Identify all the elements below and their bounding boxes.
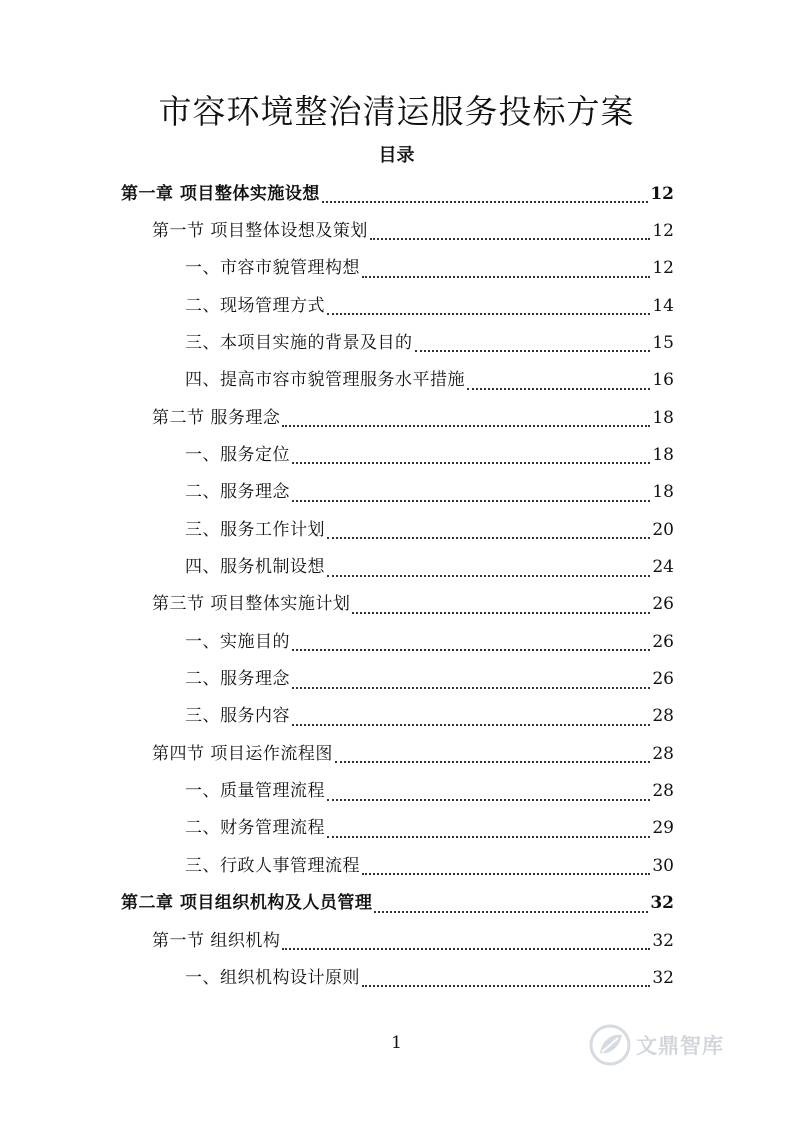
toc-entry[interactable]	[185, 474, 674, 511]
toc-entry-label: 三、本项目实施的背景及目的	[185, 332, 413, 353]
toc-entry[interactable]	[152, 212, 674, 249]
toc-entry-label: 第一节 项目整体设想及策划	[152, 220, 368, 241]
toc-entry-label: 第一节 组织机构	[152, 930, 281, 951]
toc-entry[interactable]	[185, 847, 674, 884]
toc-entry-label: 三、服务内容	[185, 706, 290, 727]
toc-entry-page: 18	[652, 482, 674, 503]
toc-entry-label: 第三节 项目整体实施计划	[152, 594, 351, 615]
toc-entry[interactable]	[152, 922, 674, 959]
toc-entry-label: 一、实施目的	[185, 631, 290, 652]
toc-entry-page: 14	[652, 295, 674, 316]
toc-entry[interactable]	[185, 623, 674, 660]
toc-entry[interactable]	[121, 885, 674, 922]
toc-entry-page: 26	[652, 631, 674, 652]
toc-entry-page: 12	[650, 183, 674, 204]
toc-dot-leader	[282, 948, 650, 950]
toc-entry-label: 一、组织机构设计原则	[185, 967, 360, 988]
toc-entry-label: 一、服务定位	[185, 444, 290, 465]
page-number: 1	[391, 1033, 402, 1053]
toc-entry[interactable]	[185, 661, 674, 698]
toc-dot-leader	[292, 462, 650, 464]
toc-dot-leader	[322, 201, 648, 203]
toc-entry[interactable]	[152, 586, 674, 623]
toc-dot-leader	[327, 537, 650, 539]
toc-dot-leader	[292, 649, 650, 651]
toc-entry[interactable]	[185, 698, 674, 735]
toc-dot-leader	[352, 612, 650, 614]
toc-entry-page: 28	[652, 781, 674, 802]
toc-dot-leader	[467, 388, 650, 390]
document-title: 市容环境整治清运服务投标方案	[158, 92, 635, 131]
toc-entry-page: 18	[652, 444, 674, 465]
toc-dot-leader	[282, 425, 650, 427]
toc-entry-page: 29	[652, 818, 674, 839]
toc-heading: 目录	[378, 145, 415, 166]
toc-dot-leader	[327, 799, 650, 801]
toc-entry-label: 第二节 服务理念	[152, 407, 281, 428]
toc-dot-leader	[415, 350, 651, 352]
toc-entry[interactable]	[152, 399, 674, 436]
toc-entry-page: 26	[652, 669, 674, 690]
toc-entry-label: 第四节 项目运作流程图	[152, 743, 333, 764]
toc-dot-leader	[362, 873, 650, 875]
toc-entry[interactable]	[185, 250, 674, 287]
toc-dot-leader	[370, 238, 650, 240]
toc-entry-label: 一、市容市貌管理构想	[185, 258, 360, 279]
toc-entry[interactable]	[185, 436, 674, 473]
toc-dot-leader	[327, 575, 650, 577]
toc-entry-page: 32	[650, 893, 674, 914]
toc-entry-page: 12	[652, 258, 674, 279]
toc-dot-leader	[327, 313, 650, 315]
toc-entry-page: 28	[652, 706, 674, 727]
toc-entry[interactable]	[121, 175, 674, 212]
toc-entry-label: 三、行政人事管理流程	[185, 855, 360, 876]
toc-dot-leader	[362, 985, 650, 987]
toc-entry-page: 32	[652, 967, 674, 988]
toc-dot-leader	[362, 276, 650, 278]
toc-entry-label: 四、提高市容市貌管理服务水平措施	[185, 370, 465, 391]
toc-entry-label: 二、服务理念	[185, 482, 290, 503]
toc-entry-page: 26	[652, 594, 674, 615]
toc-entry-page: 24	[652, 557, 674, 577]
toc-entry-label: 二、财务管理流程	[185, 818, 325, 839]
toc-dot-leader	[374, 911, 648, 913]
toc-entry-label: 二、服务理念	[185, 669, 290, 690]
toc-dot-leader	[292, 500, 650, 502]
toc-entry[interactable]	[185, 773, 674, 810]
toc-entry[interactable]	[185, 324, 674, 361]
toc-dot-leader	[335, 761, 650, 763]
watermark-text: 文鼎智库	[636, 1034, 724, 1058]
toc-entry[interactable]	[185, 287, 674, 324]
toc-entry[interactable]	[185, 511, 674, 548]
toc-entry-page: 12	[652, 220, 674, 241]
toc-entry-page: 16	[652, 370, 674, 391]
toc-entry-label: 二、现场管理方式	[185, 295, 325, 316]
toc-entry-page: 20	[652, 519, 674, 540]
toc-dot-leader	[327, 836, 650, 838]
leaf-logo-icon	[588, 1023, 632, 1067]
toc-entry[interactable]	[152, 735, 674, 772]
toc-entry-label: 第二章 项目组织机构及人员管理	[121, 893, 373, 914]
toc-entry-label: 四、服务机制设想	[185, 557, 325, 577]
toc-dot-leader	[292, 724, 650, 726]
toc-entry-label: 第一章 项目整体实施设想	[121, 183, 320, 204]
toc-entry-page: 28	[652, 743, 674, 764]
toc-dot-leader	[292, 687, 650, 689]
toc-entry-page: 30	[652, 855, 674, 876]
toc-entry[interactable]	[185, 362, 674, 399]
toc-entry[interactable]	[185, 810, 674, 847]
toc-entry[interactable]	[185, 959, 674, 996]
toc-entry-label: 一、质量管理流程	[185, 781, 325, 802]
toc-entry-page: 18	[652, 407, 674, 428]
toc-entry-page: 15	[652, 332, 674, 353]
toc-entry[interactable]	[185, 549, 674, 586]
toc-entry-label: 三、服务工作计划	[185, 519, 325, 540]
toc-entry-page: 32	[652, 930, 674, 951]
watermark	[588, 1020, 768, 1070]
